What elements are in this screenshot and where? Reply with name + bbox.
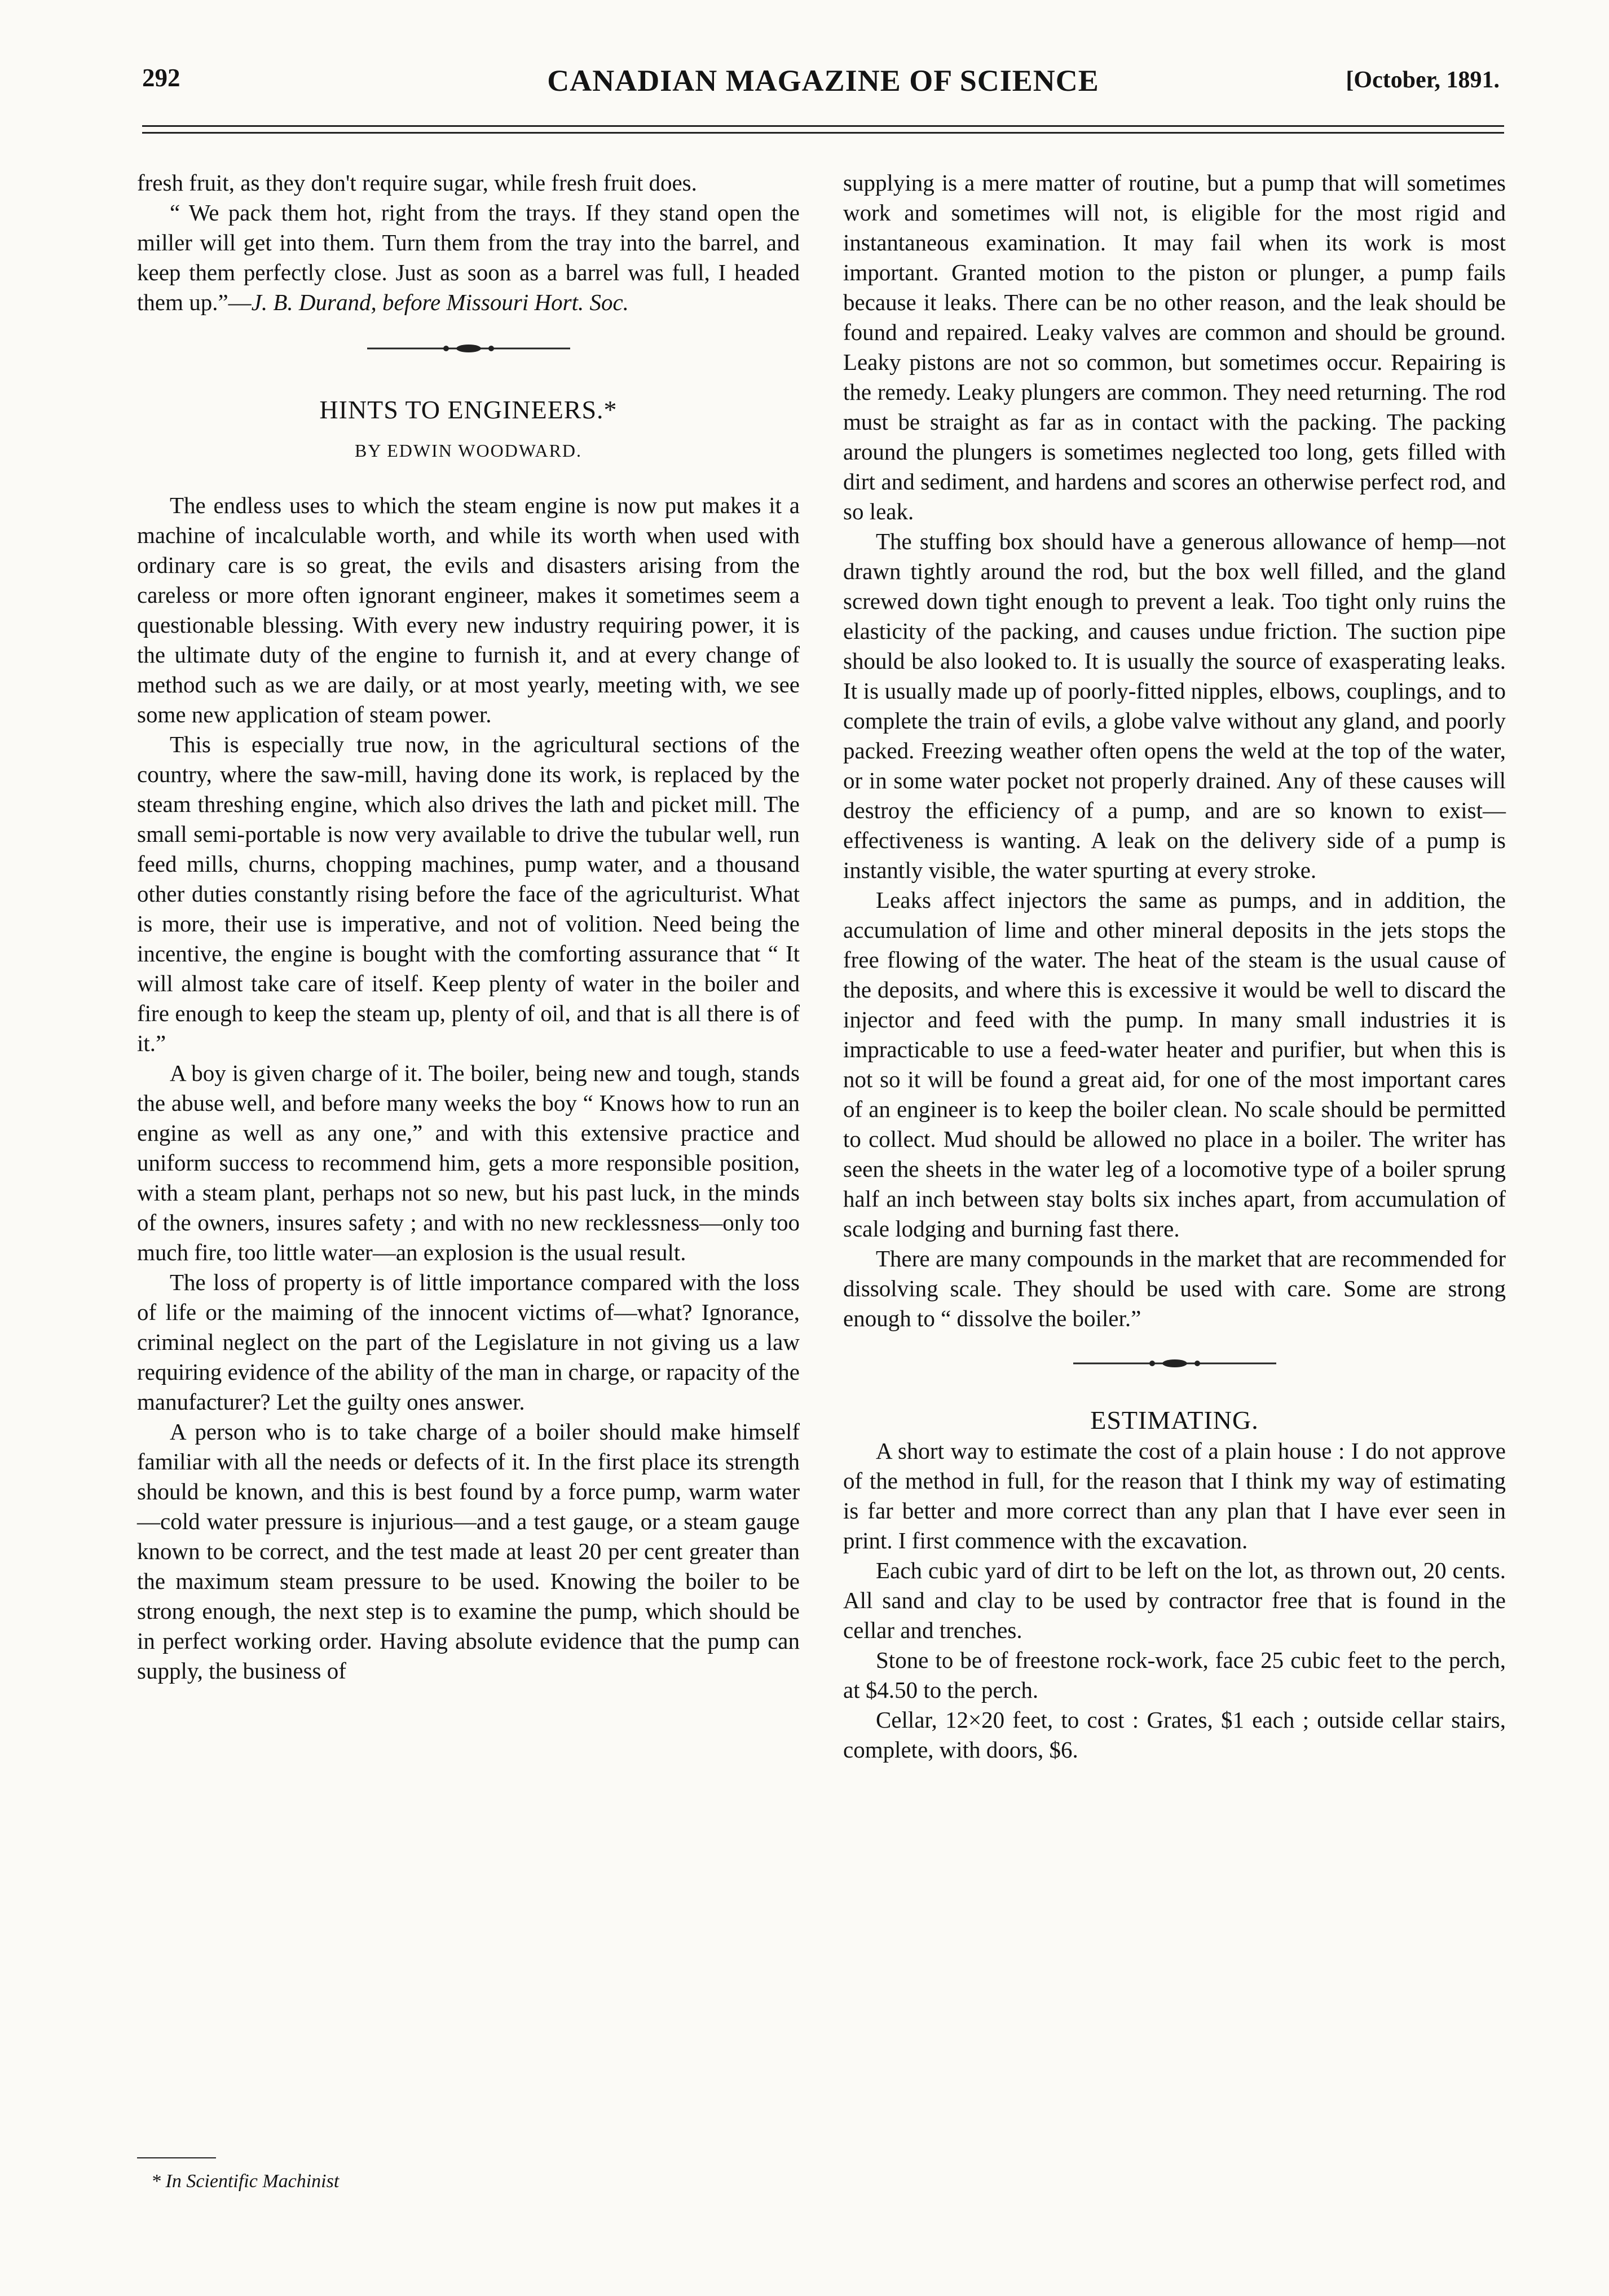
body-paragraph: There are many compounds in the market that are recommended for dissolving scale. They should be used with care. Some are strong enough to “ dissolve the boiler.” [843, 1246, 1506, 1331]
right-column [843, 168, 1506, 1765]
page-number: 292 [142, 64, 180, 92]
section-divider-ornament [1073, 1357, 1276, 1370]
estimating-title: ESTIMATING. [1090, 1406, 1259, 1434]
article-title: HINTS TO ENGINEERS.* [319, 395, 618, 424]
footnote-rule [137, 2157, 216, 2158]
page-header [142, 63, 1504, 108]
quote-text: “ We pack them hot, right from the trays. If they stand open the miller will get into them. Turn them from the tray into the barrel, and keep them perfectly close. Just as soon as a barrel was full, I headed them up.”— [137, 200, 800, 315]
continued-paragraph: fresh fruit, as they don't require sugar, while fresh fruit does. [137, 170, 697, 196]
quote-signature: J. B. Durand, before Missouri Hort. Soc. [251, 289, 629, 315]
running-title: CANADIAN MAGAZINE OF SCIENCE [547, 64, 1099, 98]
footnote: * In Scientific Machinist [151, 2171, 340, 2192]
body-paragraph: The stuffing box should have a generous allowance of hemp—not drawn tightly around the rod, but the box well filled, and the gland screwed down tight enough to prevent a leak. Too tight only ruins the elasticity of the packing, and causes undue friction. The suction pipe should be also looked to. It is usually the source of exasperating leaks. It is usually made up of poorly-fitted nipples, elbows, couplings, and to complete the train of evils, a globe valve without any gland, and poorly packed. Freezing weather often opens the weld at the top of the water, or in some water pocket not properly drained. Any of these causes will destroy the efficiency of a pump, and are so known to exist—effectiveness is wanting. A leak on the delivery side of a pump is instantly visible, the water spurting at every stroke. [843, 528, 1506, 883]
body-paragraph: A person who is to take charge of a boiler should make himself familiar with all the needs or defects of it. In the first place its strength should be known, and this is best found by a force pump, warm water—cold water pressure is injurious—and a test gauge, or a steam gauge known to be correct, and the test made at least 20 per cent greater than the maximum steam pressure to be used. Knowing the boiler to be strong enough, the next step is to examine the pump, which should be in perfect working order. Having absolute evidence that the pump can supply, the business of [137, 1419, 800, 1684]
issue-date: [October, 1891. [1346, 67, 1500, 93]
estimating-paragraph: Cellar, 12×20 feet, to cost : Grates, $1 each ; outside cellar stairs, complete, with doors, $6. [843, 1707, 1506, 1763]
estimating-paragraph: Each cubic yard of dirt to be left on the lot, as thrown out, 20 cents. All sand and clay to be used by contractor free that is found in the cellar and trenches. [843, 1557, 1506, 1643]
body-paragraph: A boy is given charge of it. The boiler, being new and tough, stands the abuse well, and before many weeks the boy “ Knows how to run an engine as well as any one,” and with this extensive practice and uniform success to recommend him, gets a more responsible position, with a steam plant, perhaps not so new, but his past luck, in the minds of the owners, insures safety ; and with no new recklessness—only too much fire, too little water—an explosion is the usual result. [137, 1060, 800, 1265]
estimating-paragraph: Stone to be of freestone rock-work, face 25 cubic feet to the perch, at $4.50 to the perch. [843, 1647, 1506, 1703]
left-column [137, 168, 800, 1686]
section-divider-ornament [367, 342, 570, 355]
estimating-paragraph: A short way to estimate the cost of a plain house : I do not approve of the method in full, for the reason that I think my way of estimating is far better and more correct than any plan that I have ever seen in print. I first commence with the excavation. [843, 1438, 1506, 1553]
body-paragraph: This is especially true now, in the agricultural sections of the country, where the saw-mill, having done its work, is replaced by the steam threshing engine, which also drives the lath and picket mill. The small semi-portable is now very available to drive the tubular well, run feed mills, churns, chopping machines, pump water, and a thousand other duties constantly rising before the face of the agriculturist. What is more, their use is imperative, and not of volition. Need being the incentive, the engine is bought with the comforting assurance that “ It will almost take care of itself. Keep plenty of water in the boiler and fire enough to keep the steam up, plenty of oil, and that is all there is of it.” [137, 731, 800, 1056]
article-byline: BY EDWIN WOODWARD. [354, 440, 583, 461]
body-paragraph: The endless uses to which the steam engine is now put makes it a machine of incalculable worth, and while its worth when used with ordinary care is so great, the evils and disasters arising from the careless or more often ignorant engineer, makes it sometimes seem a questionable blessing. With every new industry requiring power, it is the ultimate duty of the engine to furnish it, and at every change of method such as we are daily, or at most yearly, meeting with, we see some new application of steam power. [137, 492, 800, 727]
body-paragraph: The loss of property is of little importance compared with the loss of life or the maiming of the innocent victims of—what? Ignorance, criminal neglect on the part of the Legislature in not giving us a law requiring evidence of the ability of the man in charge, or rapacity of the manufacturer? Let the guilty ones answer. [137, 1269, 800, 1415]
body-paragraph: supplying is a mere matter of routine, but a pump that will sometimes work and sometimes will not, is eligible for the most rigid and instantaneous examination. It may fail when its work is most important. Granted motion to the piston or plunger, a pump fails because it leaks. There can be no other reason, and the leak should be found and repaired. Leaky valves are common and should be ground. Leaky pistons are not so common, but sometimes occur. Repairing is the remedy. Leaky plungers are common. They need returning. The rod must be straight as far as in contact with the packing. The packing around the plungers is sometimes neglected too long, gets filled with dirt and sediment, and hardens and scores an otherwise perfect rod, and so leak. [843, 170, 1506, 524]
quoted-paragraph [137, 198, 800, 317]
header-rule-top [142, 125, 1504, 127]
header-rule-bottom [142, 132, 1504, 134]
body-paragraph: Leaks affect injectors the same as pumps, and in addition, the accumulation of lime and other mineral deposits in the jets stops the free flowing of the water. The heat of the steam is the usual cause of the deposits, and where this is excessive it would be well to discard the injector and feed with the pump. In many small industries it is impracticable to use a feed-water heater and purifier, but when this is not so it will be found a great aid, for one of the most important cares of an engineer is to keep the boiler clean. No scale should be permitted to collect. Mud should be allowed no place in a boiler. The writer has seen the sheets in the water leg of a locomotive type of a boiler sprung half an inch between stay bolts six inches apart, from accumulation of scale lodging and burning fast there. [843, 887, 1506, 1242]
